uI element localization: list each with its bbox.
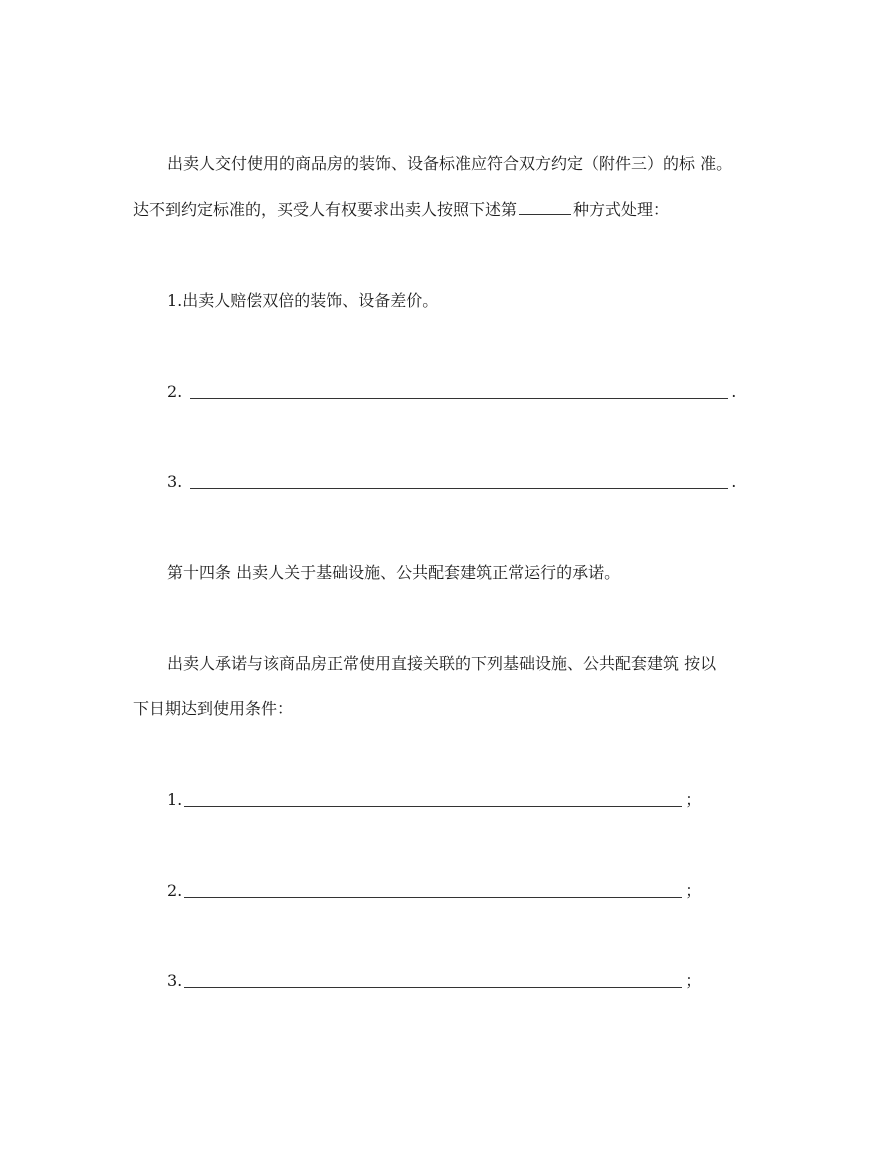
paragraph-1-line-2-after: 种方式处理： — [573, 200, 670, 219]
option-1 — [167, 290, 438, 312]
facility-3-end: ； — [685, 971, 702, 990]
paragraph-2-line-1-text: 出卖人承诺与该商品房正常使用直接关联的下列基础设施、公共配套建筑 按以 — [167, 654, 717, 673]
option-2-blank-line[interactable] — [190, 384, 728, 399]
paragraph-1-line-2 — [133, 199, 669, 221]
paragraph-2-line-2 — [133, 698, 293, 720]
option-3-blank-line[interactable] — [190, 474, 728, 489]
paragraph-2-line-2-text: 下日期达到使用条件： — [133, 699, 294, 718]
facility-2-blank-line[interactable] — [184, 883, 682, 898]
facility-2 — [167, 880, 701, 902]
option-2 — [167, 381, 736, 403]
method-number-blank[interactable] — [519, 200, 571, 215]
facility-2-end: ； — [685, 881, 702, 900]
option-3-end: . — [731, 472, 737, 491]
facility-2-label: 2. — [167, 881, 183, 900]
facility-1 — [167, 789, 701, 811]
option-2-end: . — [731, 382, 737, 401]
option-1-text: 1.出卖人赔偿双倍的装饰、设备差价。 — [167, 291, 439, 310]
article-14-heading-text: 第十四条 出卖人关于基础设施、公共配套建筑正常运行的承诺。 — [167, 563, 621, 582]
facility-1-blank-line[interactable] — [184, 792, 682, 807]
facility-3-blank-line[interactable] — [184, 973, 682, 988]
facility-3 — [167, 970, 701, 992]
option-3 — [167, 471, 736, 493]
facility-1-end: ； — [685, 790, 702, 809]
paragraph-1-line-2-before: 达不到约定标准的，买受人有权要求出卖人按照下述第 — [133, 200, 518, 219]
paragraph-2-line-1 — [167, 653, 716, 675]
facility-3-label: 3. — [167, 971, 183, 990]
paragraph-1-line-1 — [167, 153, 732, 175]
facility-1-label: 1. — [167, 790, 183, 809]
paragraph-1-line-1-text: 出卖人交付使用的商品房的装饰、设备标准应符合双方约定（附件三）的标 准。 — [167, 154, 733, 173]
option-3-label: 3. — [167, 472, 183, 491]
article-14-heading — [167, 562, 620, 584]
option-2-label: 2. — [167, 382, 183, 401]
